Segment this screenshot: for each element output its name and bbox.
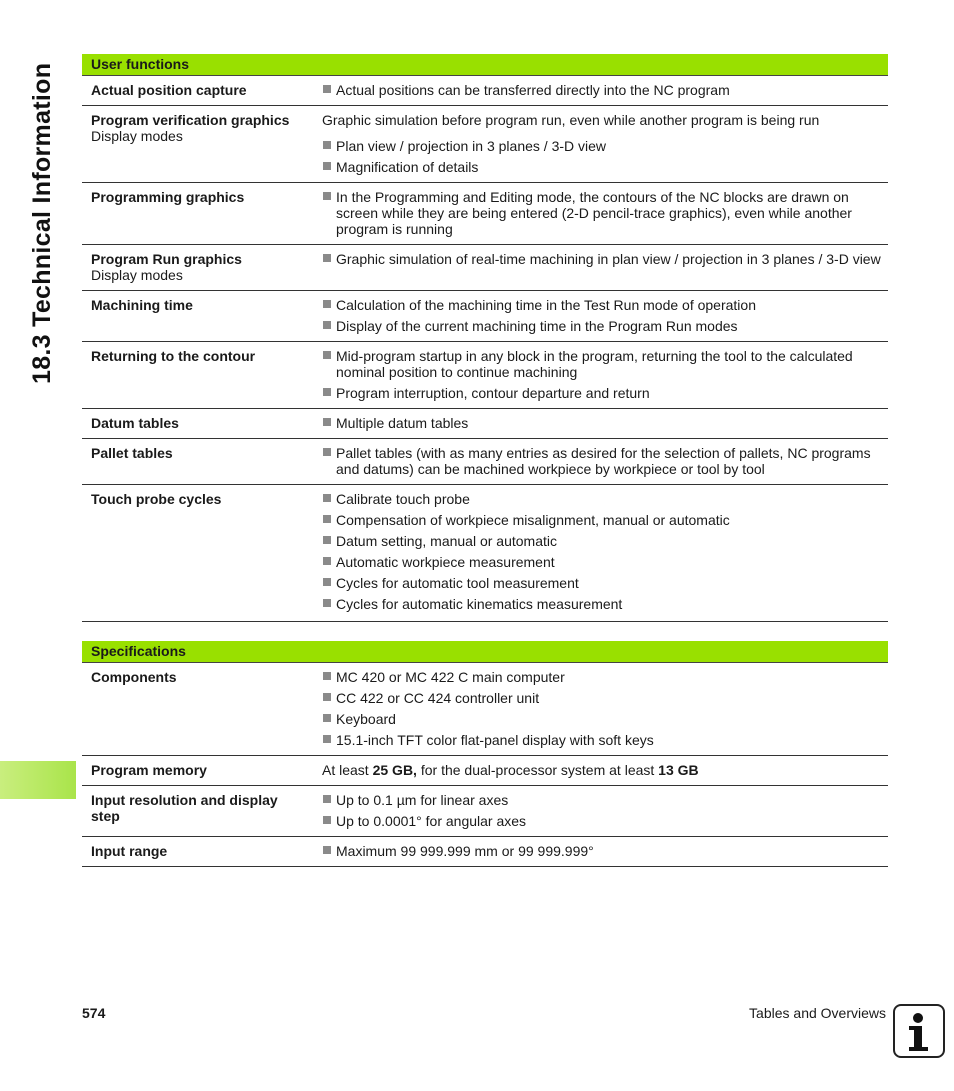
chapter-side-title: [26, 54, 58, 384]
bullet-item: [322, 690, 884, 706]
row-label: Program memory: [91, 762, 207, 778]
bullet-text: Up to 0.1 µm for linear axes: [336, 792, 509, 808]
table-row: [82, 245, 888, 291]
bullet-square-icon: [323, 795, 331, 803]
bullet-text: Multiple datum tables: [336, 415, 469, 431]
row-sublabel: Display modes: [91, 267, 183, 283]
bullet-square-icon: [323, 192, 331, 200]
bullet-square-icon: [323, 254, 331, 262]
memory-value-2: 13 GB: [658, 762, 699, 778]
bullet-square-icon: [323, 846, 331, 854]
page-number: 574: [82, 1005, 106, 1021]
memory-value-1: 25 GB,: [372, 762, 417, 778]
bullet-text: Maximum 99 999.999 mm or 99 999.999°: [336, 843, 594, 859]
row-label: Program Run graphics: [91, 251, 242, 267]
bullet-item: [322, 575, 884, 591]
bullet-item: [322, 138, 884, 154]
program-memory-text: [314, 756, 888, 786]
row-intro-text: Graphic simulation before program run, even while another program is being run: [322, 112, 820, 128]
bullet-item: [322, 445, 884, 477]
bullet-square-icon: [323, 816, 331, 824]
bullet-item: [322, 189, 884, 237]
row-label: Machining time: [91, 297, 193, 313]
bullet-text: In the Programming and Editing mode, the contours of the NC blocks are drawn on screen while they are being entered (2-D pencil-trace graphics), even while another program is running: [336, 189, 852, 237]
bullet-item: [322, 792, 884, 808]
bullet-square-icon: [323, 388, 331, 396]
bullet-item: [322, 159, 884, 175]
table-row: [82, 76, 888, 106]
row-label: Input range: [91, 843, 168, 859]
specifications-header: Specifications: [82, 641, 888, 663]
bullet-item: [322, 491, 884, 507]
memory-text-1: At least: [322, 762, 373, 778]
table-row-input-range: [82, 837, 888, 867]
bullet-text: Actual positions can be transferred directly into the NC program: [336, 82, 730, 98]
table-row-program-memory: [82, 756, 888, 786]
specifications-table: [82, 641, 888, 867]
bullet-text: 15.1-inch TFT color flat-panel display with soft keys: [336, 732, 654, 748]
table-row-input-resolution: [82, 786, 888, 837]
bullet-square-icon: [323, 321, 331, 329]
bullet-item: [322, 554, 884, 570]
bullet-square-icon: [323, 536, 331, 544]
row-label: Components: [91, 669, 177, 685]
row-label: Datum tables: [91, 415, 179, 431]
bullet-item: [322, 533, 884, 549]
row-label: Program verification graphics: [91, 112, 290, 128]
bullet-text: Display of the current machining time in the Program Run modes: [336, 318, 738, 334]
bullet-square-icon: [323, 693, 331, 701]
bullet-item: [322, 415, 884, 431]
bullet-text: Keyboard: [336, 711, 396, 727]
bullet-square-icon: [323, 599, 331, 607]
bullet-square-icon: [323, 448, 331, 456]
bullet-square-icon: [323, 300, 331, 308]
bullet-item: [322, 843, 884, 859]
bullet-square-icon: [323, 515, 331, 523]
table-row: [82, 342, 888, 409]
bullet-item: [322, 251, 884, 267]
row-label: Programming graphics: [91, 189, 245, 205]
bullet-square-icon: [323, 735, 331, 743]
row-sublabel: Display modes: [91, 128, 183, 144]
bullet-text: Plan view / projection in 3 planes / 3-D view: [336, 138, 607, 154]
bullet-item: [322, 348, 884, 380]
bullet-item: [322, 813, 884, 829]
bullet-item: [322, 297, 884, 313]
bullet-item: [322, 596, 884, 612]
bullet-text: Calibrate touch probe: [336, 491, 470, 507]
bullet-square-icon: [323, 494, 331, 502]
table-row: [82, 291, 888, 342]
bullet-text: Datum setting, manual or automatic: [336, 533, 557, 549]
bullet-square-icon: [323, 557, 331, 565]
row-label: Returning to the contour: [91, 348, 256, 364]
table-row: [82, 183, 888, 245]
row-label: Input resolution and display step: [91, 792, 278, 824]
bullet-square-icon: [323, 351, 331, 359]
info-icon-dot: [913, 1013, 923, 1023]
bullet-text: Calculation of the machining time in the Test Run mode of operation: [336, 297, 756, 313]
table-header-row: [82, 641, 888, 663]
table-row: [82, 106, 888, 183]
bullet-text: Graphic simulation of real-time machining in plan view / projection in 3 planes / 3-D view: [336, 251, 881, 267]
bullet-square-icon: [323, 418, 331, 426]
bullet-text: Automatic workpiece measurement: [336, 554, 555, 570]
bullet-text: MC 420 or MC 422 C main computer: [336, 669, 565, 685]
chapter-tab-marker: [0, 761, 76, 799]
bullet-text: Magnification of details: [336, 159, 479, 175]
table-row: [82, 485, 888, 622]
chapter-title-text: 18.3 Technical Information: [28, 62, 56, 384]
bullet-item: [322, 711, 884, 727]
bullet-square-icon: [323, 162, 331, 170]
bullet-square-icon: [323, 578, 331, 586]
bullet-square-icon: [323, 714, 331, 722]
row-label: Touch probe cycles: [91, 491, 222, 507]
memory-text-2: for the dual-processor system at least: [416, 762, 659, 778]
bullet-square-icon: [323, 141, 331, 149]
bullet-item: [322, 732, 884, 748]
user-functions-header: User functions: [82, 54, 888, 76]
info-icon-base: [909, 1047, 928, 1051]
row-label: Pallet tables: [91, 445, 173, 461]
bullet-item: [322, 82, 884, 98]
bullet-text: Compensation of workpiece misalignment, manual or automatic: [336, 512, 730, 528]
bullet-text: Cycles for automatic tool measurement: [336, 575, 579, 591]
bullet-item: [322, 512, 884, 528]
bullet-square-icon: [323, 85, 331, 93]
info-icon[interactable]: [893, 1004, 945, 1058]
bullet-text: Program interruption, contour departure and return: [336, 385, 650, 401]
row-label: Actual position capture: [91, 82, 247, 98]
bullet-item: [322, 318, 884, 334]
bullet-text: Mid-program startup in any block in the program, returning the tool to the calculated nominal position to continue machining: [336, 348, 853, 380]
bullet-text: Up to 0.0001° for angular axes: [336, 813, 527, 829]
bullet-item: [322, 669, 884, 685]
table-row-components: [82, 663, 888, 756]
user-functions-table: [82, 54, 888, 622]
bullet-item: [322, 385, 884, 401]
table-header-row: [82, 54, 888, 76]
bullet-square-icon: [323, 672, 331, 680]
bullet-text: CC 422 or CC 424 controller unit: [336, 690, 540, 706]
bullet-text: Pallet tables (with as many entries as desired for the selection of pallets, NC programs and datums) can be machined workpiece by workpiece or tool by tool: [336, 445, 871, 477]
table-row: [82, 439, 888, 485]
footer-section-title: Tables and Overviews: [749, 1005, 886, 1021]
bullet-text: Cycles for automatic kinematics measurement: [336, 596, 623, 612]
table-row: [82, 409, 888, 439]
